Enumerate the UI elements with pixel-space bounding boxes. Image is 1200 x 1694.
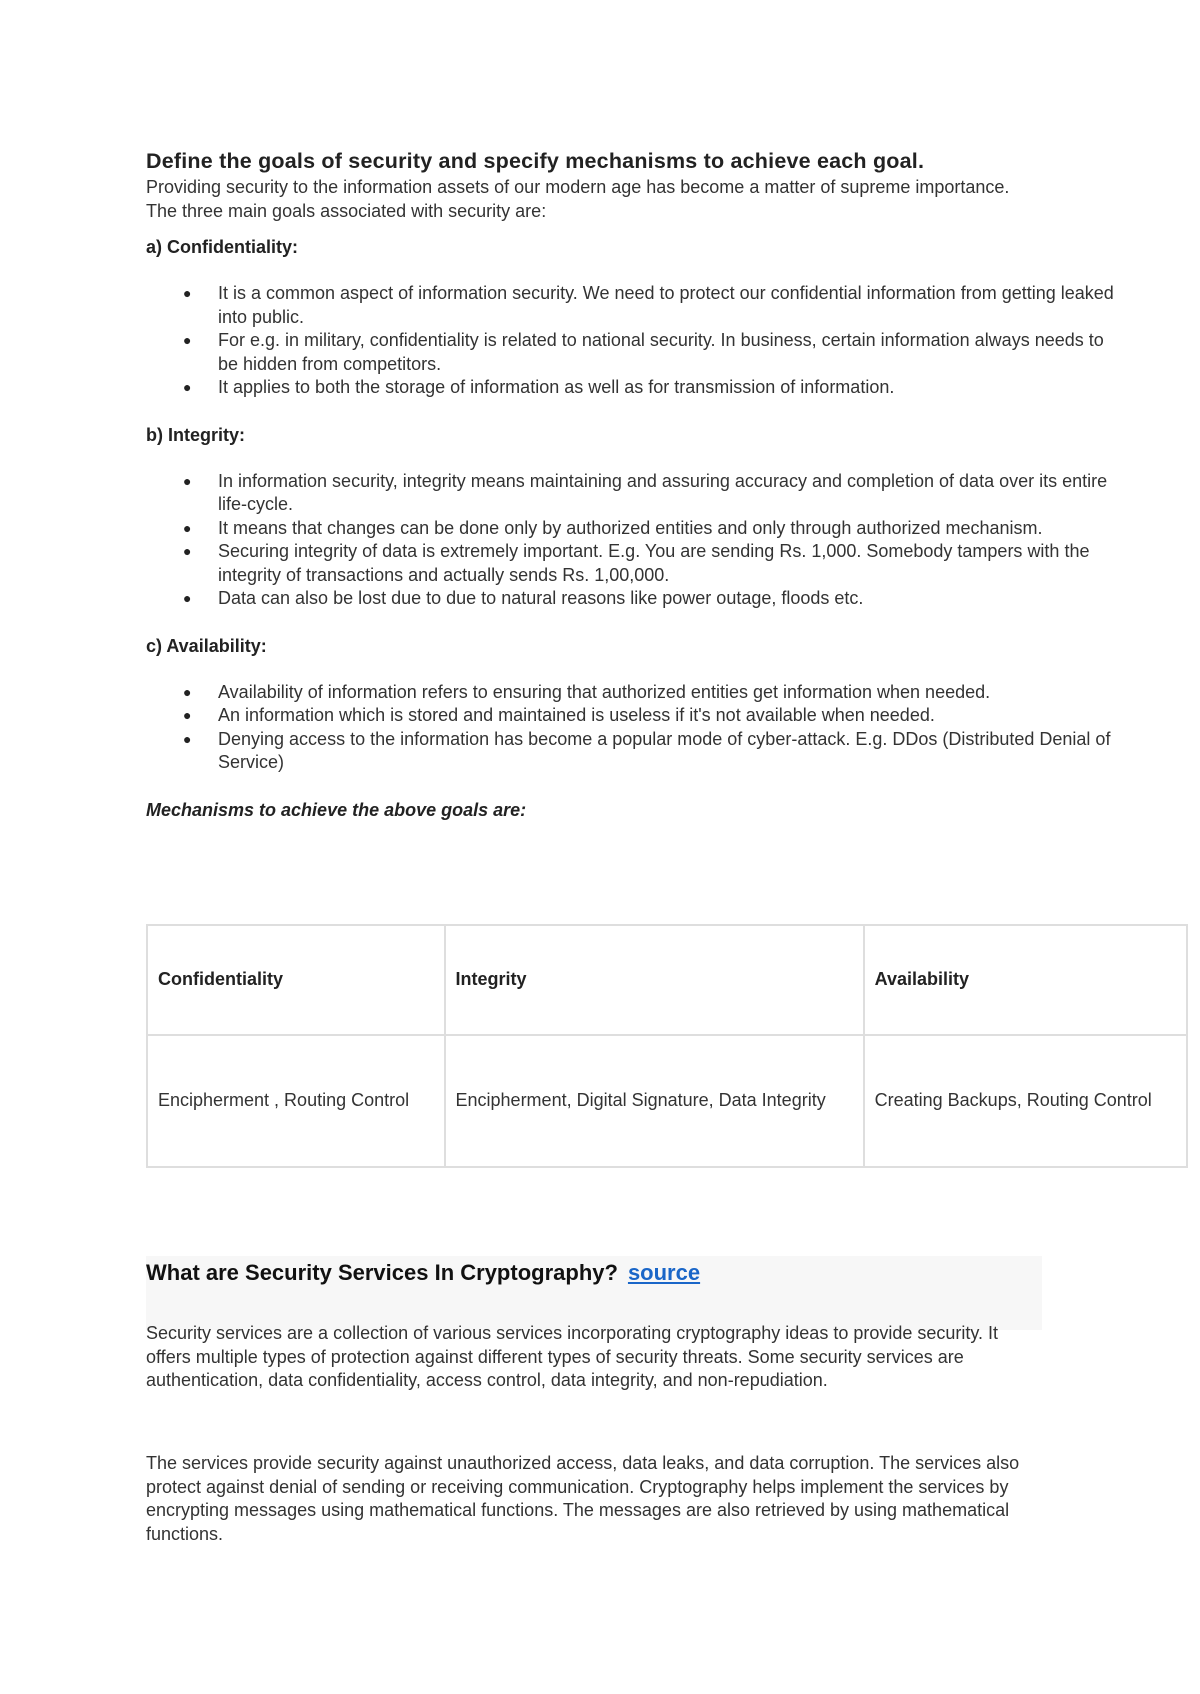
bullet-icon: ●: [183, 472, 192, 489]
bullet-icon: ●: [183, 332, 192, 348]
table-cell: Creating Backups, Routing Control: [864, 1035, 1187, 1167]
section2-paragraph-2: The services provide security against unauthorized access, data leaks, and data corruption. The services also protect against denial of sending or receiving communication. Cryptography helps implement the services by encrypting messages using mathematical functions. The messages are also retrieved by using mathematical functions.: [146, 1453, 1020, 1544]
bullet-icon: ●: [183, 285, 192, 301]
section2-title: [146, 1258, 700, 1288]
section1-title: Define the goals of security and specify mechanisms to achieve each goal.: [146, 149, 925, 173]
list-item: ● For e.g. in military, confidentiality is related to national security. In business, certain information always needs to be hidden from competitors.: [183, 330, 1104, 374]
source-link[interactable]: source: [627, 1260, 701, 1285]
list-item: ● Denying access to the information has become a popular mode of cyber-attack. E.g. DDos (Distributed Denial of Service): [183, 728, 1111, 772]
list-item: ● An information which is stored and maintained is useless if it's not available when needed.: [146, 704, 1118, 728]
table-cell: Encipherment, Digital Signature, Data Integrity: [445, 1035, 864, 1167]
bullet-icon: ●: [183, 730, 192, 747]
bullet-list: [146, 470, 1186, 611]
list-item: ● Availability of information refers to ensuring that authorized entities get information when needed.: [146, 681, 1118, 705]
goal-heading: b) Integrity:: [146, 424, 245, 445]
document-content: [146, 146, 1186, 822]
table-row: [147, 1035, 1187, 1167]
list-item: ● It applies to both the storage of information as well as for transmission of information.: [146, 376, 1118, 400]
bullet-icon: ●: [183, 543, 192, 559]
goal-confidentiality: [146, 235, 1186, 400]
bullet-icon: ●: [183, 707, 192, 723]
section2: [146, 1256, 1186, 1656]
goal-heading: a) Confidentiality:: [146, 237, 298, 257]
mechanisms-table: [146, 924, 1188, 1168]
table-header-row: [147, 925, 1187, 1035]
list-item: ● Securing integrity of data is extremely important. E.g. You are sending Rs. 1,000. Somebody tampers with the integrity of transactions and actually sends Rs. 1,00,000.: [183, 541, 1090, 585]
goal-integrity: [146, 423, 1186, 611]
bullet-icon: ●: [183, 519, 192, 536]
bullet-icon: ●: [183, 379, 192, 395]
list-item: ● Data can also be lost due to due to natural reasons like power outage, floods etc.: [146, 587, 1118, 611]
goal-heading: c) Availability:: [146, 635, 267, 656]
section1-intro: Providing security to the information assets of our modern age has become a matter of supreme importance. The three main goals associated with security are:: [146, 177, 1010, 221]
mechanisms-title: Mechanisms to achieve the above goals are:: [146, 799, 527, 820]
list-item: ● It is a common aspect of information security. We need to protect our confidential information from getting leaked into public.: [183, 283, 1114, 327]
section2-paragraph-1: Security services are a collection of various services incorporating cryptography ideas to provide security. It offers multiple types of protection against different types of security threats. Some security services are authentication, data confidentiality, access control, data integrity, and non-repudiation.: [146, 1323, 999, 1390]
section2-title-text: What are Security Services In Cryptography?: [146, 1260, 618, 1285]
table-header-cell: Confidentiality: [147, 925, 445, 1035]
bullet-icon: ●: [183, 683, 192, 700]
goal-availability: [146, 634, 1186, 775]
bullet-list: [146, 681, 1186, 775]
list-item: ● In information security, integrity means maintaining and assuring accuracy and completion of data over its entire life-cycle.: [183, 470, 1108, 514]
table-header-cell: Availability: [864, 925, 1187, 1035]
list-item: ● It means that changes can be done only by authorized entities and only through authorized mechanism.: [146, 517, 1118, 541]
bullet-list: [146, 282, 1186, 400]
bullet-icon: ●: [183, 590, 192, 606]
table-header-cell: Integrity: [445, 925, 864, 1035]
table-cell: Encipherment , Routing Control: [147, 1035, 445, 1167]
